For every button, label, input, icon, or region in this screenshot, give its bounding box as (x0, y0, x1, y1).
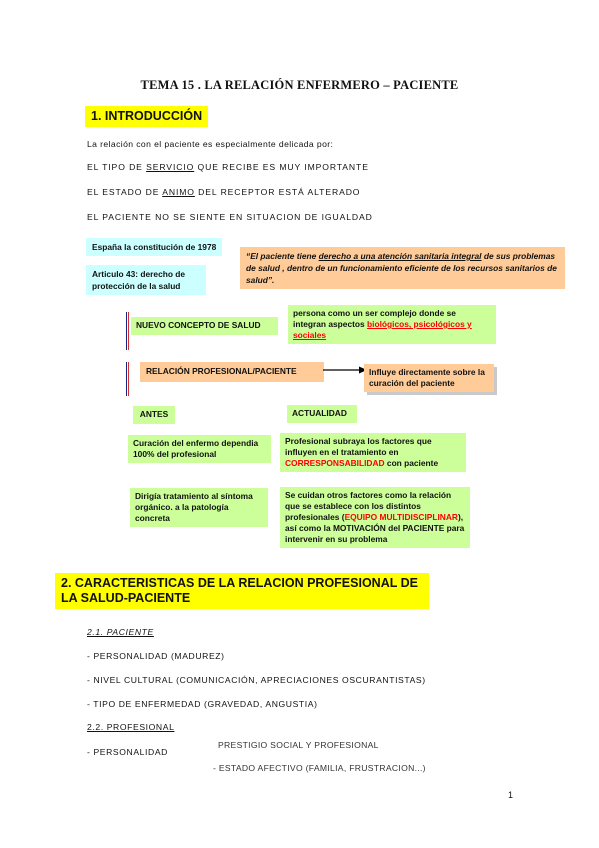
before-item-1: Curación del enfermo dependia 100% del profesional (128, 435, 271, 463)
concept-description-box (288, 305, 496, 344)
section1-heading: 1. INTRODUCCIÓN (85, 106, 208, 127)
relation-arrow (323, 365, 367, 375)
reason-2-post: DEL RECEPTOR ESTÁ ALTERADO (194, 187, 361, 197)
relation-box: RELACIÓN PROFESIONAL/PACIENTE (140, 362, 324, 382)
now1-post: con paciente (384, 458, 439, 468)
patient-item-1: - PERSONALIDAD (MADUREZ) (87, 651, 225, 661)
subsection-2-2: 2.2. PROFESIONAL (87, 722, 175, 732)
new-health-concept-box: NUEVO CONCEPTO DE SALUD (131, 317, 278, 335)
reason-line-2 (87, 187, 360, 197)
reason-line-1 (87, 162, 369, 172)
influence-box: Influye directamente sobre la curación del paciente (364, 364, 494, 392)
article-43-box: Articulo 43: derecho de protección de la salud (86, 265, 206, 295)
concept-desc-red: biológicos, psicológicos y sociales (293, 319, 472, 340)
now2-red: EQUIPO MULTIDISCIPLINAR (344, 512, 458, 522)
now1-red: CORRESPONSABILIDAD (285, 458, 385, 468)
before-label: ANTES (133, 406, 175, 424)
now1-pre: Profesional subraya los factores que influyen en el tratamiento en (285, 436, 432, 457)
reason-2-underline: ANIMO (162, 187, 195, 197)
now-label: ACTUALIDAD (287, 405, 357, 423)
patient-item-3: - TIPO DE ENFERMEDAD (GRAVEDAD, ANGUSTIA) (87, 699, 318, 709)
constitution-quote (240, 247, 565, 289)
patient-item-2: - NIVEL CULTURAL (COMUNICACIÓN, APRECIACIONES OSCURANTISTAS) (87, 675, 426, 685)
now-item-2 (280, 487, 470, 548)
intro-text: La relación con el paciente es especialmente delicada por: (87, 139, 334, 149)
quote-underline: derecho a una atención sanitaria integral (318, 251, 482, 261)
constitution-label: España la constitución de 1978 (86, 238, 222, 256)
page-number: 1 (508, 790, 514, 800)
now-item-1 (280, 433, 466, 472)
before-item-2: Dirigía tratamiento al síntoma orgánico. a la patología concreta (130, 488, 268, 527)
subsection-2-1: 2.1. PACIENTE (87, 627, 154, 637)
now2-post: ), así como la MOTIVACIÓN del PACIENTE para intervenir en su problema (285, 512, 465, 544)
professional-personality: - PERSONALIDAD (87, 747, 168, 757)
reason-2-pre: EL ESTADO DE (87, 187, 163, 197)
reason-line-3: EL PACIENTE NO SE SIENTE EN SITUACION DE IGUALDAD (87, 212, 373, 222)
section2-heading: 2. CARACTERISTICAS DE LA RELACION PROFESIONAL DE LA SALUD-PACIENTE (55, 573, 429, 609)
document-title: TEMA 15 . LA RELACIÓN ENFERMERO – PACIENTE (140, 78, 459, 92)
concept-marker-line (126, 312, 129, 350)
reason-1-underline: SERVICIO (146, 162, 195, 172)
relation-marker-line (126, 362, 129, 396)
concept-desc-pre: persona como un ser complejo donde se integran aspectos (293, 308, 456, 329)
reason-1-pre: EL TIPO DE (87, 162, 147, 172)
prestige-line: PRESTIGIO SOCIAL Y PROFESIONAL (218, 740, 379, 750)
affective-state-line: - ESTADO AFECTIVO (FAMILIA, FRUSTRACION...) (213, 763, 426, 773)
reason-1-post: QUE RECIBE ES MUY IMPORTANTE (194, 162, 369, 172)
now2-pre: Se cuidan otros factores como la relación que se establece con los distintos profesionales ( (285, 490, 452, 522)
quote-post: de sus problemas de salud , dentro de un funcionamiento eficiente de los recursos sanitarios de salud”. (246, 251, 557, 285)
quote-pre: “El paciente tiene (246, 251, 319, 261)
